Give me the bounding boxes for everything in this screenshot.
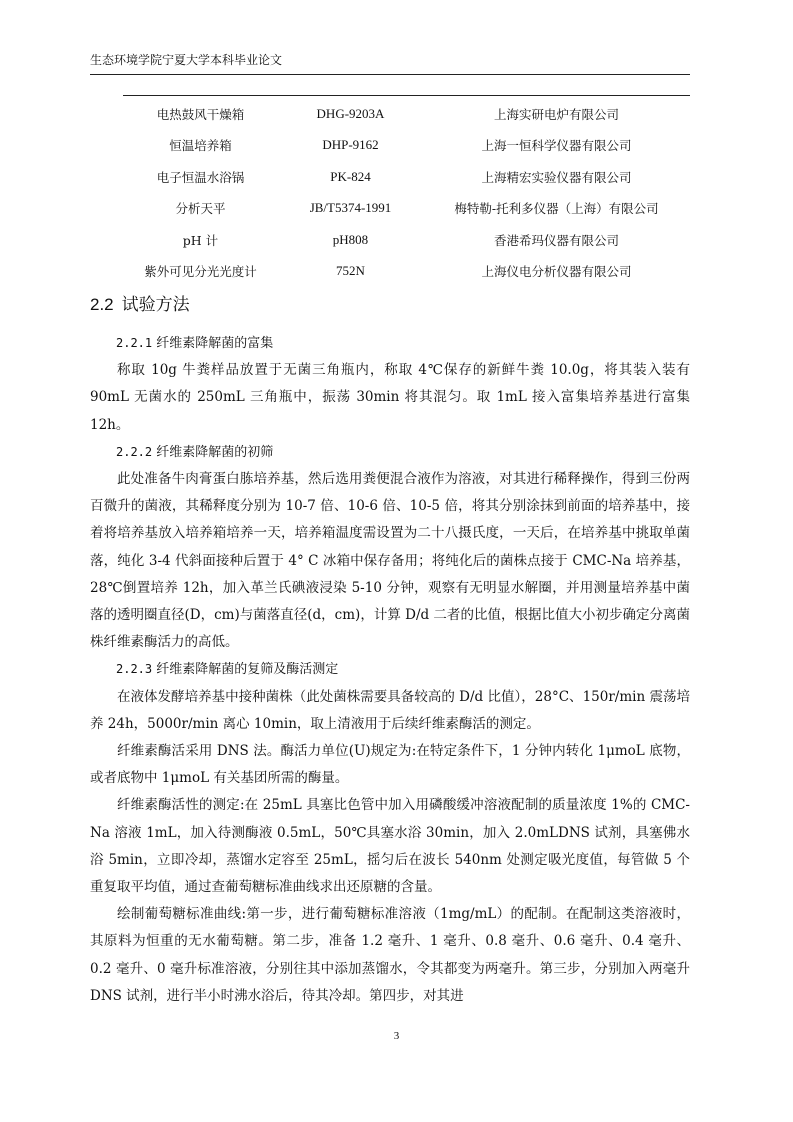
equipment-model: PK-824 (330, 168, 371, 184)
section-number: 2.2 (90, 295, 114, 314)
equipment-maker: 上海一恒科学仪器有限公司 (481, 138, 632, 154)
header-rule (90, 74, 690, 75)
paragraph: 在液体发酵培养基中接种菌株（此处菌株需要具备较高的 D/d 比值），28°C、150r/min 震荡培养 24h，5000r/min 离心 10min，取上清液用于后续纤维素酶活的测定。 (90, 688, 690, 732)
equipment-maker: 上海实研电炉有限公司 (493, 106, 619, 122)
equipment-name: 电子恒温水浴锅 (156, 169, 245, 185)
equipment-name: 紫外可见分光光度计 (144, 264, 257, 280)
equipment-maker: 梅特勒-托利多仪器（上海）有限公司 (454, 201, 659, 217)
equipment-model: JB/T5374-1991 (309, 200, 392, 216)
table-row (123, 161, 690, 193)
body-text (90, 330, 690, 1010)
equipment-model: DHP-9162 (322, 137, 379, 153)
running-header: 生态环境学院宁夏大学本科毕业论文 (90, 53, 283, 67)
subsection-title: 纤维素降解菌的富集 (156, 336, 274, 351)
subsection-number: 2.2.2 (116, 444, 153, 459)
equipment-name: pH 计 (182, 232, 219, 248)
paragraph: 纤维素酶活性的测定:在 25mL 具塞比色管中加入用磷酸缓冲溶液配制的质量浓度 1%的 CMC-Na 溶液 1mL，加入待测酶液 0.5mL，50℃具塞水浴 30min，加入 2.0mLDNS 试剂，具塞佛水浴 5min，立即冷却，蒸馏水定容至 25mL，摇匀后在波长 540nm 处测定吸光度值，每管做 5 个重复取平均值，通过查葡萄糖标准曲线求出还原糖的含量。 (90, 797, 690, 896)
section-heading (90, 294, 190, 316)
equipment-model: pH808 (332, 231, 369, 247)
subsection-number: 2.2.3 (116, 662, 153, 677)
table-row (123, 98, 690, 130)
subsection-heading (90, 330, 690, 357)
table-row (123, 193, 690, 225)
paragraph: 绘制葡萄糖标准曲线:第一步，进行葡萄糖标准溶液（1mg/mL）的配制。在配制这类溶液时，其原料为恒重的无水葡萄糖。第二步，准备 1.2 毫升、1 毫升、0.8 毫升、0.6 毫升、0.4 毫升、0.2 毫升、0 毫升标准溶液，分别往其中添加蒸馏水，令其都变为两毫升。第三步，分别加入两毫升 DNS 试剂，进行半小时沸水浴后，待其冷却。第四步，对其进 (90, 906, 690, 1004)
page-number: 3 (393, 1030, 400, 1042)
subsection-number: 2.2.1 (116, 336, 153, 350)
section-title: 试验方法 (121, 295, 190, 315)
table-row (123, 224, 690, 256)
table-top-rule (123, 95, 690, 96)
equipment-name: 恒温培养箱 (169, 138, 232, 154)
table-row (123, 256, 690, 288)
subsection-heading (90, 439, 690, 466)
paragraph: 称取 10g 牛粪样品放置于无菌三角瓶内，称取 4℃保存的新鲜牛粪 10.0g，将其装入装有 90mL 无菌水的 250mL 三角瓶中，振荡 30min 将其混匀。取 1mL 接入富集培养基进行富集 12h。 (90, 362, 690, 433)
subsection-title: 纤维素降解菌的复筛及酶活测定 (156, 662, 339, 678)
equipment-name: 电热鼓风干燥箱 (156, 106, 245, 122)
subsection-heading (90, 656, 690, 683)
equipment-maker: 上海精宏实验仪器有限公司 (481, 169, 632, 185)
equipment-name: 分析天平 (175, 201, 226, 217)
equipment-maker: 上海仪电分析仪器有限公司 (481, 264, 632, 280)
equipment-model: DHG-9203A (316, 105, 385, 121)
subsection-title: 纤维素降解菌的初筛 (156, 444, 274, 460)
table-row (123, 130, 690, 162)
paragraph: 此处准备牛肉膏蛋白胨培养基，然后选用粪便混合液作为溶液，对其进行稀释操作，得到三份两百微升的菌液，其稀释度分别为 10-7 倍、10-6 倍、10-5 倍，将其分别涂抹到前面的培养基中，接着将培养基放入培养箱培养一天，培养箱温度需设置为二十八摄氏度，一天后，在培养基中挑取单菌落，纯化 3-4 代斜面接种后置于 4° C 冰箱中保存备用；将纯化后的菌株点接于 CMC-Na 培养基，28℃倒置培养 12h，加入革兰氏碘液浸染 5-10 分钟，观察有无明显水解圈，并用测量培养基中菌落的透明圈直径(D，cm)与菌落直径(d，cm)，计算 D/d 二者的比值，根据比值大小初步确定分离菌株纤维素酶活力的高低。 (90, 471, 690, 651)
paragraph: 纤维素酶活采用 DNS 法。酶活力单位(U)规定为:在特定条件下，1 分钟内转化 1μmoL 底物，或者底物中 1μmoL 有关基团所需的酶量。 (90, 743, 690, 787)
equipment-maker: 香港希玛仪器有限公司 (493, 232, 619, 248)
equipment-model: 752N (336, 263, 365, 279)
equipment-table (123, 98, 690, 287)
